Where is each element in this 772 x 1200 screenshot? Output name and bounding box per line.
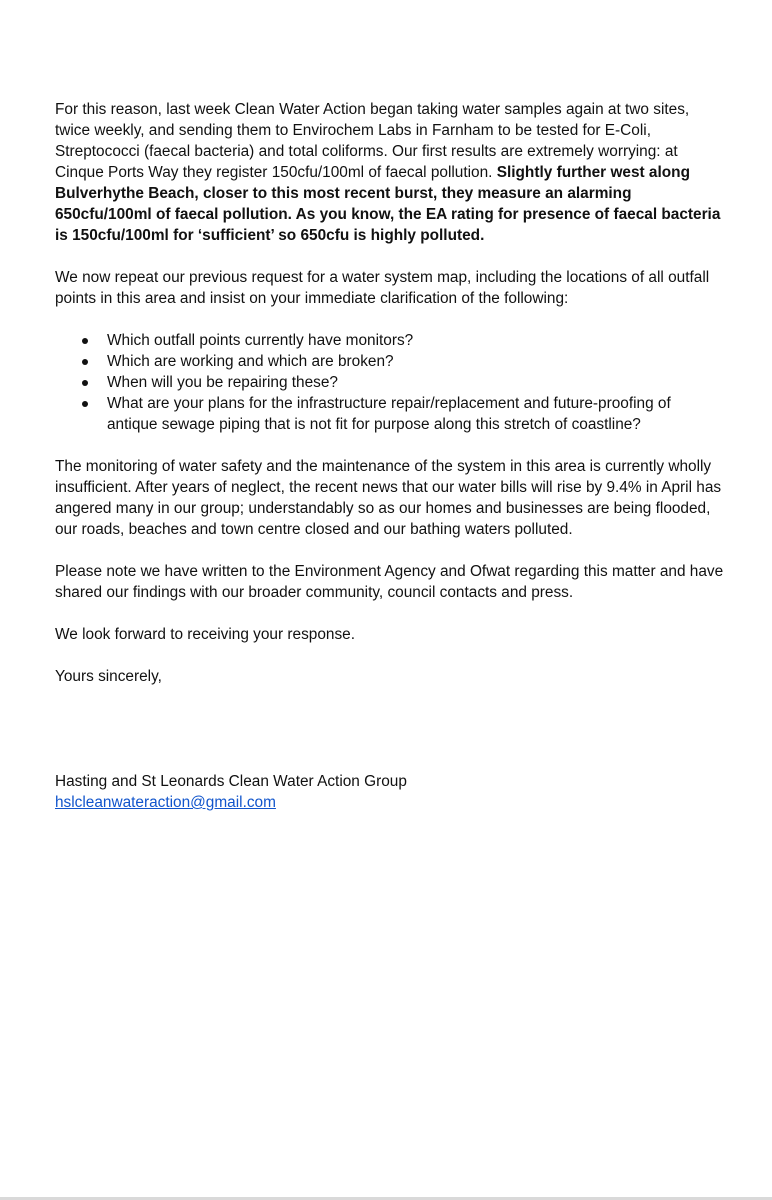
- paragraph-look-forward: We look forward to receiving your response.: [55, 626, 355, 643]
- clarification-list: [55, 330, 725, 435]
- list-item: [55, 330, 725, 351]
- list-item-text: Which outfall points currently have monitors?: [107, 332, 414, 349]
- list-item: [55, 393, 725, 435]
- paragraph-agencies-notified: Please note we have written to the Environment Agency and Ofwat regarding this matter and have shared our findings with our broader community, council contacts and press.: [55, 563, 724, 601]
- paragraph-insufficient-monitoring: The monitoring of water safety and the maintenance of the system in this area is currently wholly insufficient. After years of neglect, the recent news that our water bills will rise by 9.4% in April has angered many in our group; understandably so as our homes and businesses are being flooded, our roads, beaches and town centre closed and our bathing waters polluted.: [55, 458, 722, 538]
- bullet-icon: [82, 380, 88, 386]
- list-item-text: What are your plans for the infrastructure repair/replacement and future-proofing of antique sewage piping that is not fit for purpose along this stretch of coastline?: [107, 395, 671, 433]
- signature-name: Hasting and St Leonards Clean Water Action Group: [55, 773, 407, 790]
- bullet-icon: [82, 359, 88, 365]
- list-item-text: Which are working and which are broken?: [107, 353, 394, 370]
- bullet-icon: [82, 401, 88, 407]
- list-item-text: When will you be repairing these?: [107, 374, 338, 391]
- bullet-icon: [82, 338, 88, 344]
- signature-spacer: [55, 708, 725, 771]
- list-item: [55, 351, 725, 372]
- paragraph-sampling-results-text: For this reason, last week Clean Water Action began taking water samples again at two sites, twice weekly, and sending them to Envirochem Labs in Farnham to be tested for E-Coli, Streptococci (faecal bacteria) and total coliforms. Our first results are extremely worrying: at Cinque Ports Way they register 150cfu/100ml of faecal pollution.: [55, 101, 690, 181]
- signature-email-link[interactable]: hslcleanwateraction@gmail.com: [55, 794, 276, 811]
- closing-salutation: Yours sincerely,: [55, 668, 162, 685]
- letter-body: [55, 99, 725, 813]
- paragraph-sampling-results: [55, 99, 725, 246]
- paragraph-request: We now repeat our previous request for a water system map, including the locations of all outfall points in this area and insist on your immediate clarification of the following:: [55, 269, 710, 307]
- list-item: [55, 372, 725, 393]
- paragraph-sampling-results-bold: Slightly further west along Bulverhythe Beach, closer to this most recent burst, they measure an alarming 650cfu/100ml of faecal pollution. As you know, the EA rating for presence of faecal bacteria is 150cfu/100ml for ‘sufficient’ so 650cfu is highly polluted.: [55, 164, 721, 244]
